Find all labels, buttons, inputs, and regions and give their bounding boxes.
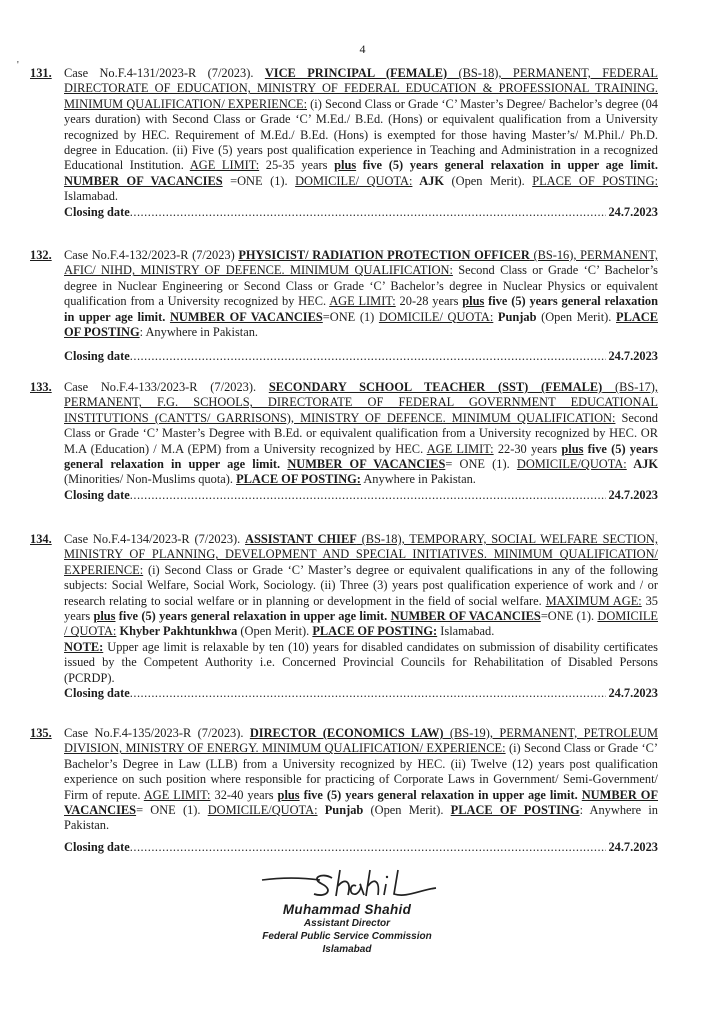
case-text-run: Anywhere in Pakistan.	[360, 472, 476, 487]
closing-date-value: 24.7.2023	[608, 349, 658, 364]
case-text-run: DOMICILE/ QUOTA:	[295, 173, 413, 188]
case-text-run: = ONE (1).	[445, 457, 517, 472]
case-132	[30, 248, 658, 365]
closing-date-label: Closing date	[64, 204, 130, 219]
case-text-run: NUMBER OF VACANCIES	[169, 309, 323, 324]
case-text-run: =ONE (1).	[222, 173, 296, 188]
closing-date-label: Closing date	[64, 686, 130, 701]
case-text-run: SECONDARY SCHOOL TEACHER (SST) (FEMALE)	[268, 380, 603, 394]
case-text-run: DOMICILE/QUOTA:	[516, 457, 627, 472]
case-text-run: (Open Merit).	[444, 173, 533, 188]
case-text-run: DIRECTOR (ECONOMICS LAW)	[249, 726, 444, 740]
closing-date-label: Closing date	[64, 349, 130, 364]
case-text-run: : Anywhere in Pakistan.	[139, 325, 259, 340]
case-133	[30, 380, 658, 503]
case-text-run: NUMBER OF VACANCIES	[390, 609, 541, 624]
case-text-run: Punjab	[493, 309, 537, 324]
case-text-run: Islamabad.	[64, 189, 119, 204]
case-text-run: NUMBER OF VACANCIES	[64, 173, 223, 188]
case-text-run: Khyber Pakhtunkhwa	[116, 624, 238, 639]
closing-date-line	[64, 349, 658, 364]
case-text-run: Punjab	[317, 803, 364, 818]
case-text-run: five (5) years general relaxation in upper age limit.	[64, 441, 658, 472]
case-text-run: plus	[93, 609, 116, 624]
case-text-run: PLACE OF POSTING:	[236, 472, 361, 487]
case-number: 131.	[30, 66, 52, 80]
case-text-run: PLACE OF POSTING:	[312, 624, 438, 639]
closing-date-line	[64, 205, 658, 220]
closing-date-line	[64, 488, 658, 503]
case-text	[64, 380, 658, 488]
case-text-run: Second Class or Grade ‘C’ Master’s Degree with B.Ed. or equivalent qualification from a University recognized by HEC. OR M.A (Education) / M.A (EPM) from a University recognized by HEC.	[64, 410, 659, 456]
case-text-run: (BS-17), PERMANENT, F.G. SCHOOLS, DIRECTORATE OF FEDERAL GOVERNMENT EDUCATIONAL INSTITUTIONS (CANTTS/ GARRISONS), MINISTRY OF DEFENCE. MINIMUM QUALIFICATION:	[64, 380, 659, 425]
case-text-run: plus	[277, 787, 300, 802]
case-text-run: five (5) years general relaxation in upper age limit.	[115, 609, 391, 624]
case-text	[64, 532, 658, 640]
case-number: 132.	[30, 248, 52, 262]
case-text-run: PLACE OF POSTING	[450, 803, 580, 818]
signatory-city: Islamabad	[322, 944, 372, 955]
case-text-run: plus	[334, 158, 357, 173]
signatory-organization: Federal Public Service Commission	[262, 931, 432, 942]
case-text-run: AGE LIMIT:	[329, 294, 396, 309]
closing-date-label: Closing date	[64, 487, 130, 502]
case-text-run: (i) Second Class or Grade ‘C’ Master’s degree or equivalent qualifications in any of the following subjects: Social Welfare, Social Work, Sociology. (ii) Three (3) years post qualification experience of work and / or research relating to social welfare or in planning or development in the field of social welfare.	[64, 562, 658, 608]
case-text-run: five (5) years general relaxation in upper age limit.	[64, 294, 659, 324]
case-text-run: five (5) years general relaxation in upper age limit.	[356, 158, 659, 173]
case-text-run: Case No.F.4-135/2023-R (7/2023).	[64, 726, 250, 740]
case-text-run: (BS-16), PERMANENT, AFIC/ NIHD, MINISTRY OF DEFENCE. MINIMUM QUALIFICATION:	[64, 248, 658, 278]
case-134	[30, 532, 658, 701]
case-text-run: : Anywhere in Pakistan.	[64, 803, 658, 833]
case-text-run: Second Class or Grade ‘C’ Bachelor’s degree in Nuclear Engineering or Second Class or Grade ‘C’ Bachelor’s degree in Nuclear Physics or equivalent qualification from a University recognized by HEC.	[64, 263, 658, 309]
case-text-run: (i) Second Class or Grade ‘C’ Bachelor’s Degree in Law (LLB) from a University recognized by HEC. (ii) Twelve (12) years post qualification experience on such position where responsible for practicing of Corporate Laws in Government/ Semi-Government/ Firm of repute.	[64, 741, 658, 802]
case-text-run: Islamabad.	[437, 624, 495, 639]
case-number: 133.	[30, 380, 52, 394]
closing-date-value: 24.7.2023	[608, 204, 658, 219]
case-text-run: (BS-18), PERMANENT, FEDERAL DIRECTORATE OF EDUCATION, MINISTRY OF FEDERAL EDUCATION & PROFESSIONAL TRAINING. MINIMUM QUALIFICATION/ EXPERIENCE:	[64, 66, 658, 111]
case-text-run: VICE PRINCIPAL (FEMALE)	[264, 66, 448, 80]
case-text-run: =ONE (1).	[540, 609, 598, 624]
case-text-run: NUMBER OF VACANCIES	[64, 787, 659, 818]
case-text-run: MAXIMUM AGE:	[545, 593, 642, 608]
closing-date-value: 24.7.2023	[608, 686, 658, 701]
case-text-run: =ONE (1)	[322, 309, 379, 324]
case-text-run: (Open Merit).	[363, 803, 451, 818]
closing-date-label: Closing date	[64, 839, 130, 854]
case-135	[30, 726, 658, 855]
case-131	[30, 66, 658, 220]
signatory-designation: Assistant Director	[303, 918, 391, 929]
page-number: 4	[359, 42, 366, 56]
case-text-run: PLACE OF POSTING:	[532, 173, 659, 188]
case-text-run: plus	[561, 441, 584, 456]
case-text-run: 22-30 years	[493, 441, 562, 456]
case-number: 134.	[30, 532, 52, 546]
case-text-run: (i) Second Class or Grade ‘C’ Master’s Degree/ Bachelor’s degree (04 years duration) with Second Class or Grade ‘C’ M.Ed./ B.Ed. (Hons) or equivalent qualification from a University recognized by HEC. Requirement of M.Ed./ B.Ed. (Hons) is exempted for those having Master’s/ M.Phil./ Ph.D. degree in Education. (ii) Five (5) years post qualification experience in Teaching and Administration in a recognized Educational Institution.	[64, 96, 658, 173]
case-text-run: DOMICILE/ QUOTA:	[378, 309, 494, 324]
closing-date-line	[64, 686, 658, 701]
case-text-run: AJK	[412, 173, 445, 188]
case-text-run: AGE LIMIT:	[189, 158, 260, 173]
case-text-run: (Minorities/ Non-Muslims quota).	[64, 472, 237, 487]
signatory-name: Muhammad Shahid	[282, 902, 412, 917]
case-text-run: AJK	[626, 457, 658, 472]
case-text	[64, 248, 658, 340]
case-text-run: NUMBER OF VACANCIES	[287, 457, 446, 472]
case-text-run: DOMICILE / QUOTA:	[64, 609, 658, 639]
case-text-run: (Open Merit).	[536, 309, 616, 324]
case-text-run: plus	[462, 294, 485, 309]
signature-block	[252, 902, 442, 956]
closing-date-value: 24.7.2023	[608, 839, 658, 854]
case-text-run: PHYSICIST/ RADIATION PROTECTION OFFICER	[238, 248, 530, 262]
case-text	[64, 726, 658, 834]
case-text-run: AGE LIMIT:	[426, 441, 494, 456]
case-number: 135.	[30, 726, 52, 740]
case-text-run: Case No.F.4-131/2023-R (7/2023).	[64, 66, 265, 80]
margin-mark: '	[17, 60, 19, 71]
note-text: Upper age limit is relaxable by ten (10) years for disabled candidates on submission of disability certificates issued by the Competent Authority i.e. Concerned Provincial Councils for Rehabilitation of Disabled Persons (PCRDP).	[64, 639, 658, 685]
case-text-run: 32-40 years	[210, 787, 278, 802]
case-text-run: AGE LIMIT:	[143, 787, 211, 802]
case-text-run: 35 years	[64, 593, 658, 624]
case-text-run: (BS-18), TEMPORARY, SOCIAL WELFARE SECTION, MINISTRY OF PLANNING, DEVELOPMENT AND SPECIAL INITIATIVES. MINIMUM QUALIFICATION/ EXPERIENCE:	[64, 532, 658, 577]
case-text-run: five (5) years general relaxation in upper age limit.	[299, 787, 582, 802]
closing-date-line	[64, 840, 658, 855]
case-text-run: 20-28 years	[395, 294, 463, 309]
case-text-run: = ONE (1).	[136, 803, 208, 818]
closing-date-value: 24.7.2023	[608, 487, 658, 502]
case-text-run: DOMICILE/QUOTA:	[207, 803, 318, 818]
case-note	[64, 640, 658, 686]
case-text	[64, 66, 658, 205]
case-text-run: Case No.F.4-132/2023-R (7/2023)	[64, 248, 239, 262]
case-text-run: 25-35 years	[259, 158, 335, 173]
note-label: NOTE:	[64, 639, 104, 654]
case-text-run: (Open Merit).	[237, 624, 313, 639]
case-text-run: (BS-19), PERMANENT, PETROLEUM DIVISION, MINISTRY OF ENERGY. MINIMUM QUALIFICATION/ EXPERIENCE:	[64, 726, 658, 756]
case-text-run: Case No.F.4-133/2023-R (7/2023).	[64, 380, 269, 394]
case-text-run: ASSISTANT CHIEF	[245, 532, 357, 546]
case-text-run: PLACE OF POSTING	[64, 309, 658, 340]
case-text-run: Case No.F.4-134/2023-R (7/2023).	[64, 532, 246, 546]
